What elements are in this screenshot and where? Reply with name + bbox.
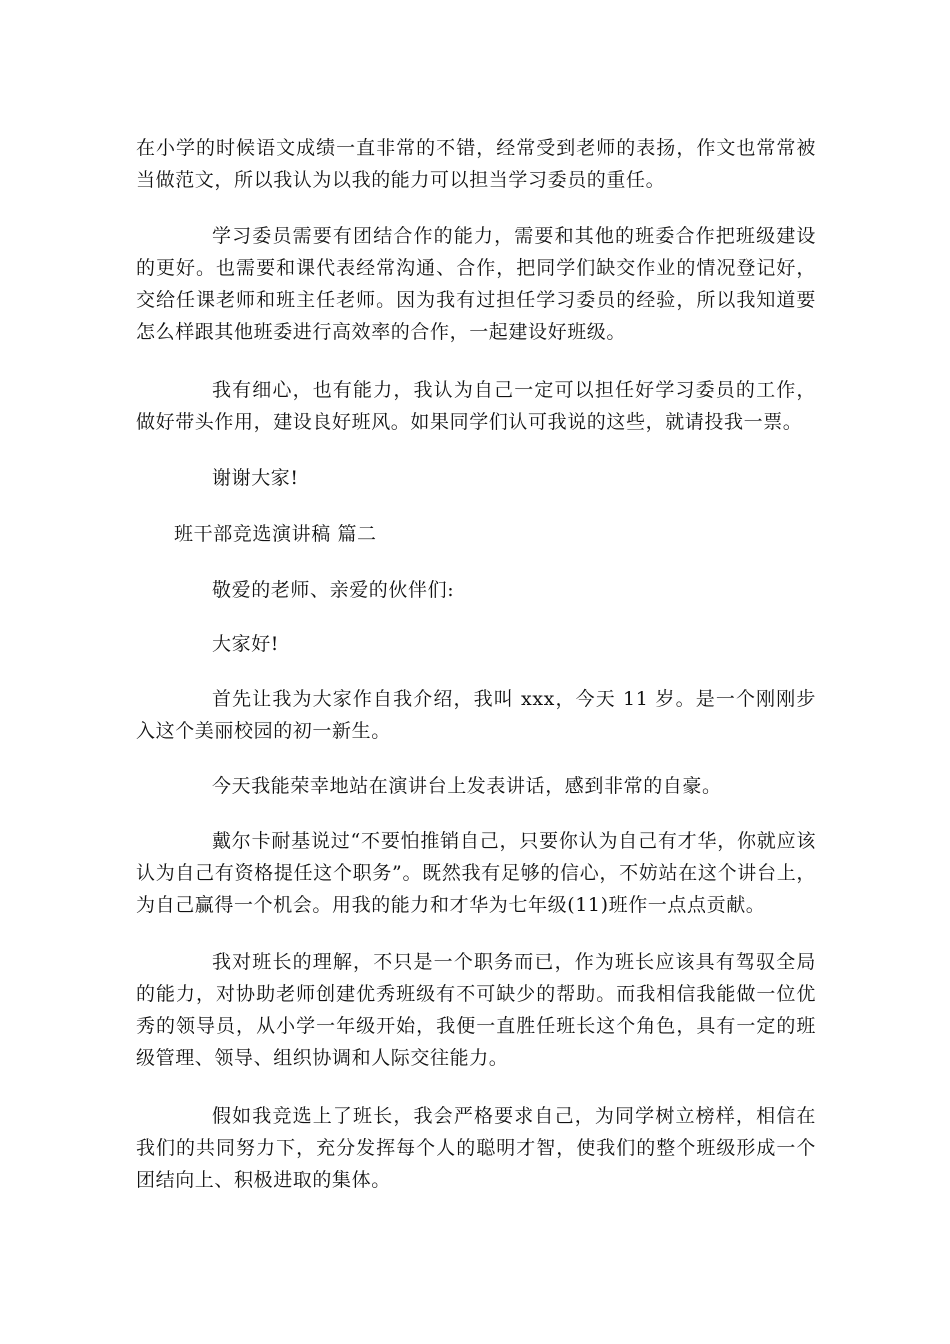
- paragraph-carnegie: 戴尔卡耐基说过“不要怕推销自己，只要你认为自己有才华，你就应该认为自己有资格提任这个职务”。既然我有足够的信心，不妨站在这个讲台上，为自己赢得一个机会。用我的能力和才华为七年级(11)班作一点点贡献。: [136, 830, 816, 916]
- paragraph-monitor: 我对班长的理解，不只是一个职务而已，作为班长应该具有驾驭全局的能力，对协助老师创建优秀班级有不可缺少的帮助。而我相信我能做一位优秀的领导员，从小学一年级开始，我便一直胜任班长这个角色，具有一定的班级管理、领导、组织协调和人际交往能力。: [136, 951, 816, 1069]
- paragraph-greeting: 敬爱的老师、亲爱的伙伴们:: [212, 579, 455, 601]
- paragraph-1: 在小学的时候语文成绩一直非常的不错，经常受到老师的表扬，作文也常常被当做范文，所以我认为以我的能力可以担当学习委员的重任。: [136, 137, 816, 191]
- paragraph-3: 我有细心，也有能力，我认为自己一定可以担任好学习委员的工作，做好带头作用，建设良好班风。如果同学们认可我说的这些，就请投我一票。: [136, 379, 816, 433]
- paragraph-hello: 大家好!: [212, 633, 280, 655]
- paragraph-2: 学习委员需要有团结合作的能力，需要和其他的班委合作把班级建设的更好。也需要和课代表经常沟通、合作，把同学们缺交作业的情况登记好，交给任课老师和班主任老师。因为我有过担任学习委员的经验，所以我知道要怎么样跟其他班委进行高效率的合作，一起建设好班级。: [136, 225, 816, 343]
- section-heading: 班干部竞选演讲稿 篇二: [174, 523, 377, 545]
- paragraph-promise: 假如我竞选上了班长，我会严格要求自己，为同学树立榜样，相信在我们的共同努力下，充分发挥每个人的聪明才智，使我们的整个班级形成一个团结向上、积极进取的集体。: [136, 1105, 816, 1191]
- paragraph-intro: 首先让我为大家作自我介绍，我叫 xxx，今天 11 岁。是一个刚刚步入这个美丽校园的初一新生。: [136, 688, 816, 742]
- paragraph-4: 谢谢大家!: [212, 467, 299, 489]
- paragraph-proud: 今天我能荣幸地站在演讲台上发表讲话，感到非常的自豪。: [212, 775, 722, 797]
